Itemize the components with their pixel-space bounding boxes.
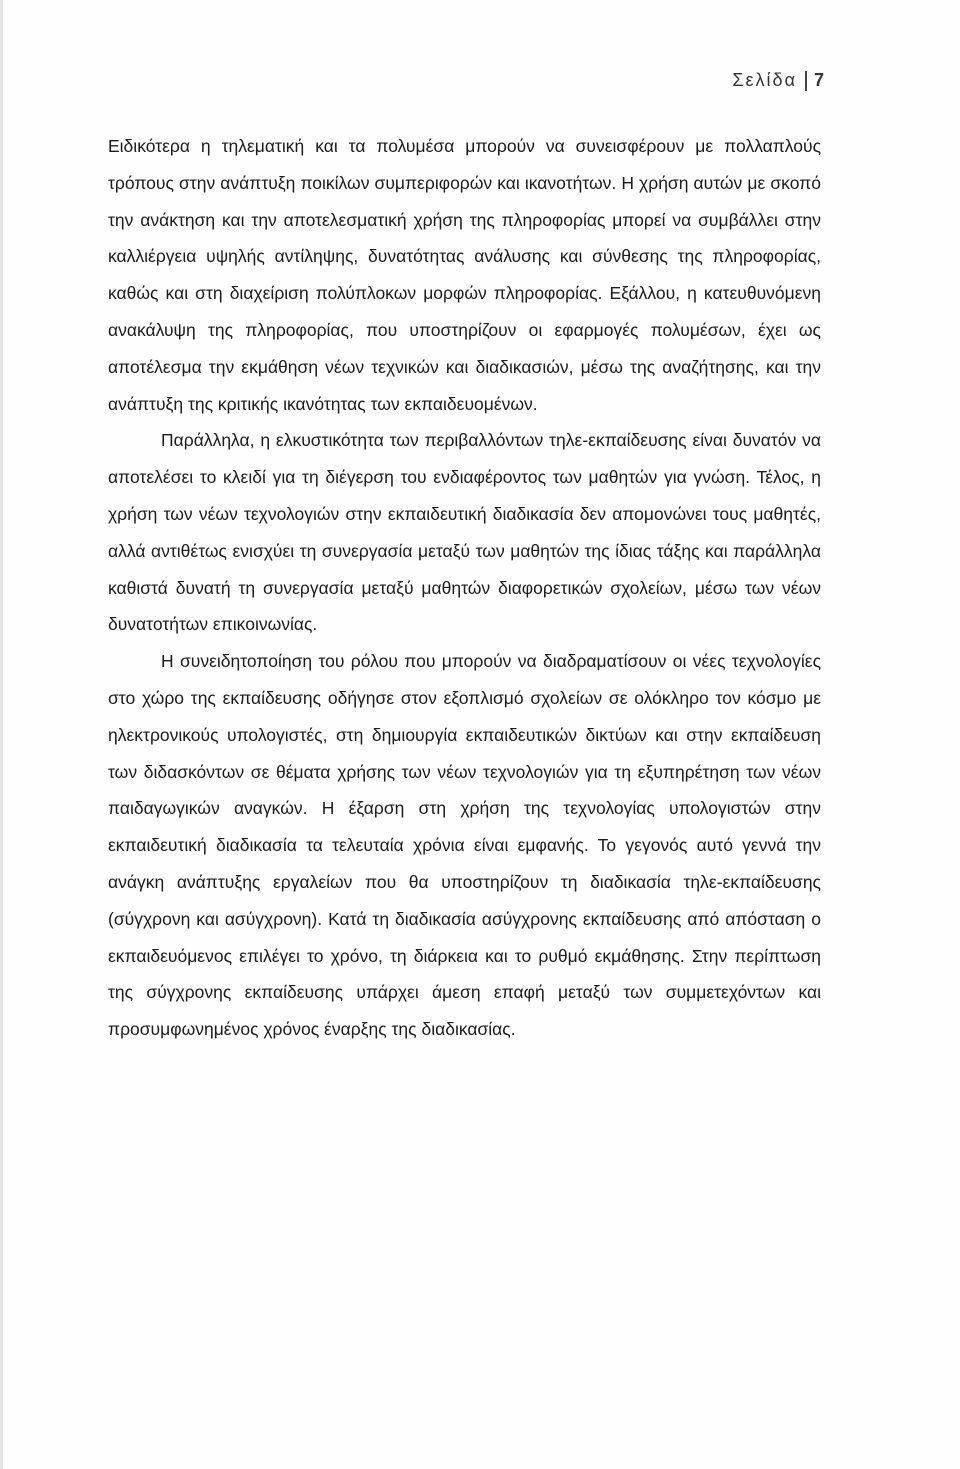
paragraph-1: Ειδικότερα η τηλεματική και τα πολυμέσα μπορούν να συνεισφέρουν με πολλαπλούς τρόπους στην ανάπτυξη ποικίλων συμπεριφορών και ικανοτήτων. Η χρήση αυτών με σκοπό την ανάκτηση και την αποτελεσματική χρήση της πληροφορίας μπορεί να συμβάλλει στην καλλιέργεια υψηλής αντίληψης, δυνατότητας ανάλυσης και σύνθεσης της πληροφορίας, καθώς και στη διαχείριση πολύπλοκων μορφών πληροφορίας. Εξάλλου, η κατευθυνόμενη ανακάλυψη της πληροφορίας, που υποστηρίζουν οι εφαρμογές πολυμέσων, έχει ως αποτέλεσμα την εκμάθηση νέων τεχνικών και διαδικασιών, μέσω της αναζήτησης, και την ανάπτυξη της κριτικής ικανότητας των εκπαιδευομένων. [108,136,821,414]
paragraph-2: Παράλληλα, η ελκυστικότητα των περιβαλλόντων τηλε-εκπαίδευσης είναι δυνατόν να αποτελέσει το κλειδί για τη διέγερση του ενδιαφέροντος των μαθητών για γνώση. Τέλος, η χρήση των νέων τεχνολογιών στην εκπαιδευτική διαδικασία δεν απομονώνει τους μαθητές, αλλά αντιθέτως ενισχύει τη συνεργασία μεταξύ των μαθητών της ίδιας τάξης και παράλληλα καθιστά δυνατή τη συνεργασία μεταξύ μαθητών διαφορετικών σχολείων, μέσω των νέων δυνατοτήτων επικοινωνίας. [108,430,821,635]
page-edge [0,0,3,1469]
page-label: Σελίδα [732,70,797,90]
page-number: 7 [813,70,824,90]
header-separator [805,71,807,91]
paragraph-3: Η συνειδητοποίηση του ρόλου που μπορούν να διαδραματίσουν οι νέες τεχνολογίες στο χώρο της εκπαίδευσης οδήγησε στον εξοπλισμό σχολείων σε ολόκληρο τον κόσμο με ηλεκτρονικούς υπολογιστές, στη δημιουργία εκπαιδευτικών δικτύων και στην εκπαίδευση των διδασκόντων σε θέματα χρήσης των νέων τεχνολογιών για τη εξυπηρέτηση των νέων παιδαγωγικών αναγκών. Η έξαρση στη χρήση της τεχνολογίας υπολογιστών στην εκπαιδευτική διαδικασία τα τελευταία χρόνια είναι εμφανής. Το γεγονός αυτό γεννά την ανάγκη ανάπτυξης εργαλείων που θα υποστηρίζουν τη διαδικασία τηλε-εκπαίδευσης (σύγχρονη και ασύγχρονη). Κατά τη διαδικασία ασύγχρονης εκπαίδευσης από απόσταση ο εκπαιδευόμενος επιλέγει το χρόνο, τη διάρκεια και το ρυθμό εκμάθησης. Στην περίπτωση της σύγχρονης εκπαίδευσης υπάρχει άμεση επαφή μεταξύ των συμμετεχόντων και προσυμφωνημένος χρόνος έναρξης της διαδικασίας. [108,651,821,1040]
document-body [108,128,821,1048]
page-header [732,70,824,91]
